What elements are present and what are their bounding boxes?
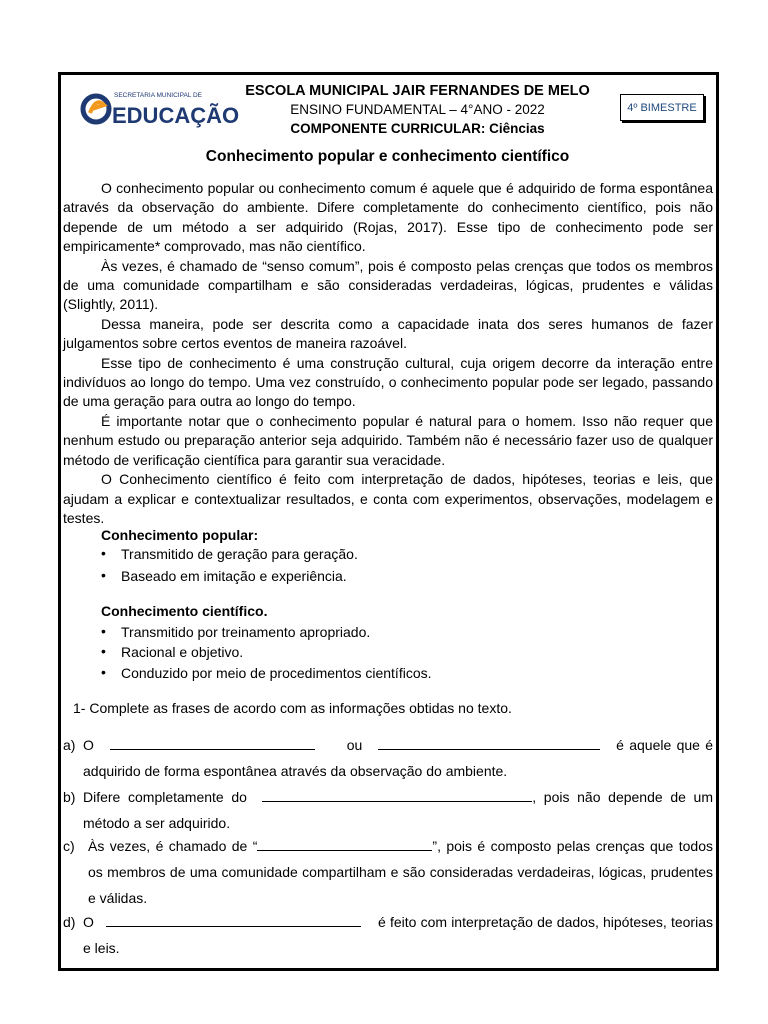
exercise-label: d) (63, 914, 76, 930)
subject-label: COMPONENTE CURRICULAR: (290, 121, 486, 136)
popular-heading: Conhecimento popular: (101, 527, 259, 543)
list-item: • Transmitido por treinamento apropriado. (121, 624, 370, 640)
answer-blank[interactable] (378, 735, 600, 750)
exercise-text: ou (346, 737, 363, 753)
answer-blank[interactable] (106, 912, 361, 927)
paragraph: O Conhecimento científico é feito com interpretação de dados, hipóteses, teorias e leis, que ajudam a explicar e contextualizar resultados, e conta com experimentos, observações, modelagem e testes. (63, 471, 713, 526)
answer-blank[interactable] (110, 735, 315, 750)
subject-line (230, 121, 605, 136)
logo-main-text: EDUCAÇÃO (112, 103, 240, 128)
list-item: • Transmitido de geração para geração. (121, 546, 358, 562)
bimester-badge: 4º BIMESTRE (620, 94, 704, 121)
exercise-text: , pois não depende de um método a ser adquirido. (83, 789, 713, 831)
school-level: ENSINO FUNDAMENTAL – 4°ANO - 2022 (290, 102, 545, 117)
education-logo (80, 83, 240, 133)
exercise-label: b) (63, 789, 76, 805)
school-name: ESCOLA MUNICIPAL JAIR FERNANDES DE MELO (245, 83, 590, 99)
page-title: Conhecimento popular e conhecimento científico (205, 148, 570, 165)
exercise-text: O (83, 737, 94, 753)
exercise-text: O (83, 914, 94, 930)
list-item: • Racional e objetivo. (121, 644, 243, 660)
exercise-b (63, 784, 713, 836)
cientifico-heading: Conhecimento científico. (101, 603, 268, 619)
exercise-text: ”, pois é composto pelas crenças que todos os membros de uma comunidade compartilham e são consideradas verdadeiras, lógicas, prudentes e válidas. (88, 838, 713, 906)
subject-name: Ciências (489, 121, 545, 136)
exercise-label: a) (63, 737, 76, 753)
answer-blank[interactable] (257, 836, 432, 851)
exercise-text: Difere completamente do (83, 789, 247, 805)
exercise-d (63, 909, 713, 961)
answer-blank[interactable] (262, 787, 532, 802)
exercise-text: é feito com interpretação de dados, hipóteses, teorias e leis. (83, 914, 713, 956)
paragraph: Esse tipo de conhecimento é uma construção cultural, cuja origem decorre da interação entre indivíduos ao longo do tempo. Uma vez construído, o conhecimento popular pode ser legado, passando de uma geração para outra ao longo do tempo. (63, 354, 713, 410)
exercise-a (63, 732, 713, 784)
list-item: • Baseado em imitação e experiência. (121, 568, 347, 584)
list-item: • Conduzido por meio de procedimentos científicos. (121, 665, 432, 681)
logo-top-text: SECRETARIA MUNICIPAL DE (114, 92, 203, 99)
paragraph: O conhecimento popular ou conhecimento comum é aquele que é adquirido de forma espontânea através da observação do ambiente. Difere completamente do conhecimento científico, pois não depende de um método a ser adquirido (Rojas, 2017). Esse tipo de conhecimento pode ser empiricamente* comprovado, mas não científico. (63, 180, 713, 255)
exercise-label: c) (63, 838, 75, 854)
text-body (63, 179, 713, 528)
exercise-text: Às vezes, é chamado de “ (88, 838, 258, 854)
exercise-c (63, 833, 713, 911)
paragraph: Dessa maneira, pode ser descrita como a capacidade inata dos seres humanos de fazer julgamentos sobre certos eventos de maneira razoável. (63, 315, 713, 352)
paragraph: Às vezes, é chamado de “senso comum”, pois é composto pelas crenças que todos os membros de uma comunidade compartilham e são consideradas verdadeiras, lógicas, prudentes e válidas (Slightly, 2011). (63, 257, 713, 313)
question-1: 1- Complete as frases de acordo com as informações obtidas no texto. (73, 700, 512, 716)
exercise-text: é aquele que é adquirido de forma espontânea através da observação do ambiente. (83, 737, 714, 779)
paragraph: É importante notar que o conhecimento popular é natural para o homem. Isso não requer que nenhum estudo ou preparação anterior seja adquirido. Também não é necessário fazer uso de qualquer método de verificação científica para garantir sua veracidade. (63, 412, 713, 468)
